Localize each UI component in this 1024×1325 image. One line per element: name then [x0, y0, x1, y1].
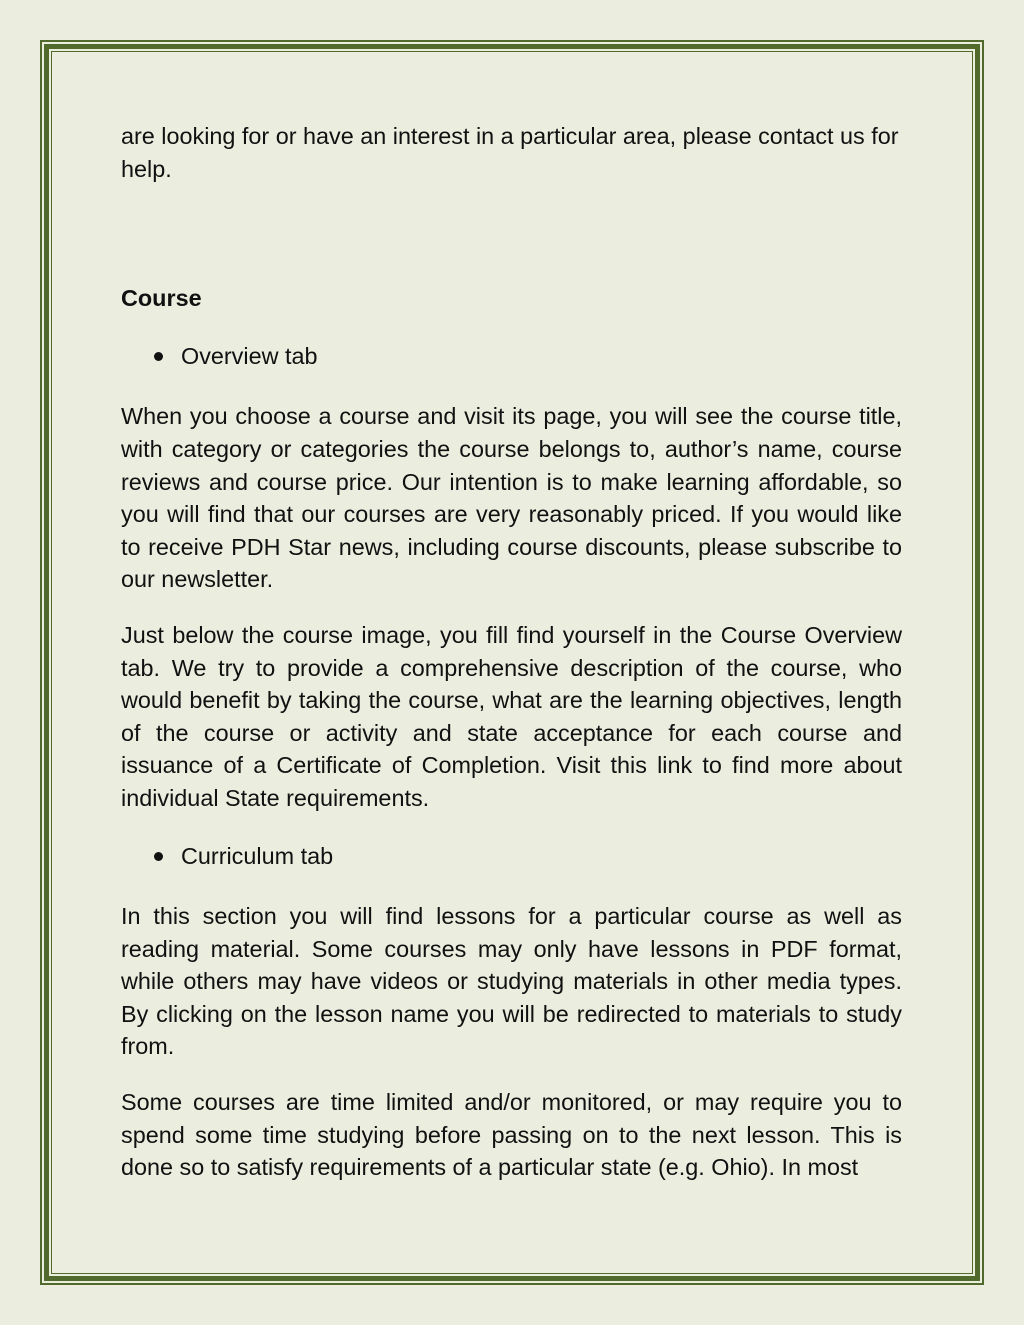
bullet-item-overview-tab: [121, 340, 902, 373]
paragraph-time-limited: Some courses are time limited and/or monitored, or may require you to spend some time studying before passing on to the next lesson. This is done so to satisfy requirements of a particular state (e.g. Ohio). In most: [121, 1089, 902, 1181]
paragraph-overview-tab: Just below the course image, you fill find yourself in the Course Overview tab. We try to provide a comprehensive description of the course, who would benefit by taking the course, what are the learning objectives, length of the course or activity and state acceptance for each course and issuance of a Certificate of Completion. Visit this link to find more about individual State requirements.: [121, 621, 902, 811]
section-heading-course: Course: [121, 285, 202, 312]
bullet-item-curriculum-tab: [121, 840, 902, 873]
paragraph-course-page: When you choose a course and visit its page, you will see the course title, with category or categories the course belongs to, author’s name, course reviews and course price. Our intention is to make learning affordable, so you will find that our courses are very reasonably priced. If you would like to receive PDH Star news, including course discounts, please subscribe to our newsletter.: [121, 403, 902, 593]
document-body: [121, 120, 902, 1184]
bullet-label: Curriculum tab: [181, 842, 334, 869]
bullet-label: Overview tab: [181, 342, 318, 369]
bullet-icon: [154, 852, 163, 861]
intro-paragraph: are looking for or have an interest in a particular area, please contact us for help.: [121, 123, 899, 182]
bullet-icon: [154, 352, 163, 361]
paragraph-curriculum-tab: In this section you will find lessons for a particular course as well as reading material. Some courses may only have lessons in PDF format, while others may have videos or studying materials in other media types. By clicking on the lesson name you will be redirected to materials to study from.: [121, 903, 902, 1060]
